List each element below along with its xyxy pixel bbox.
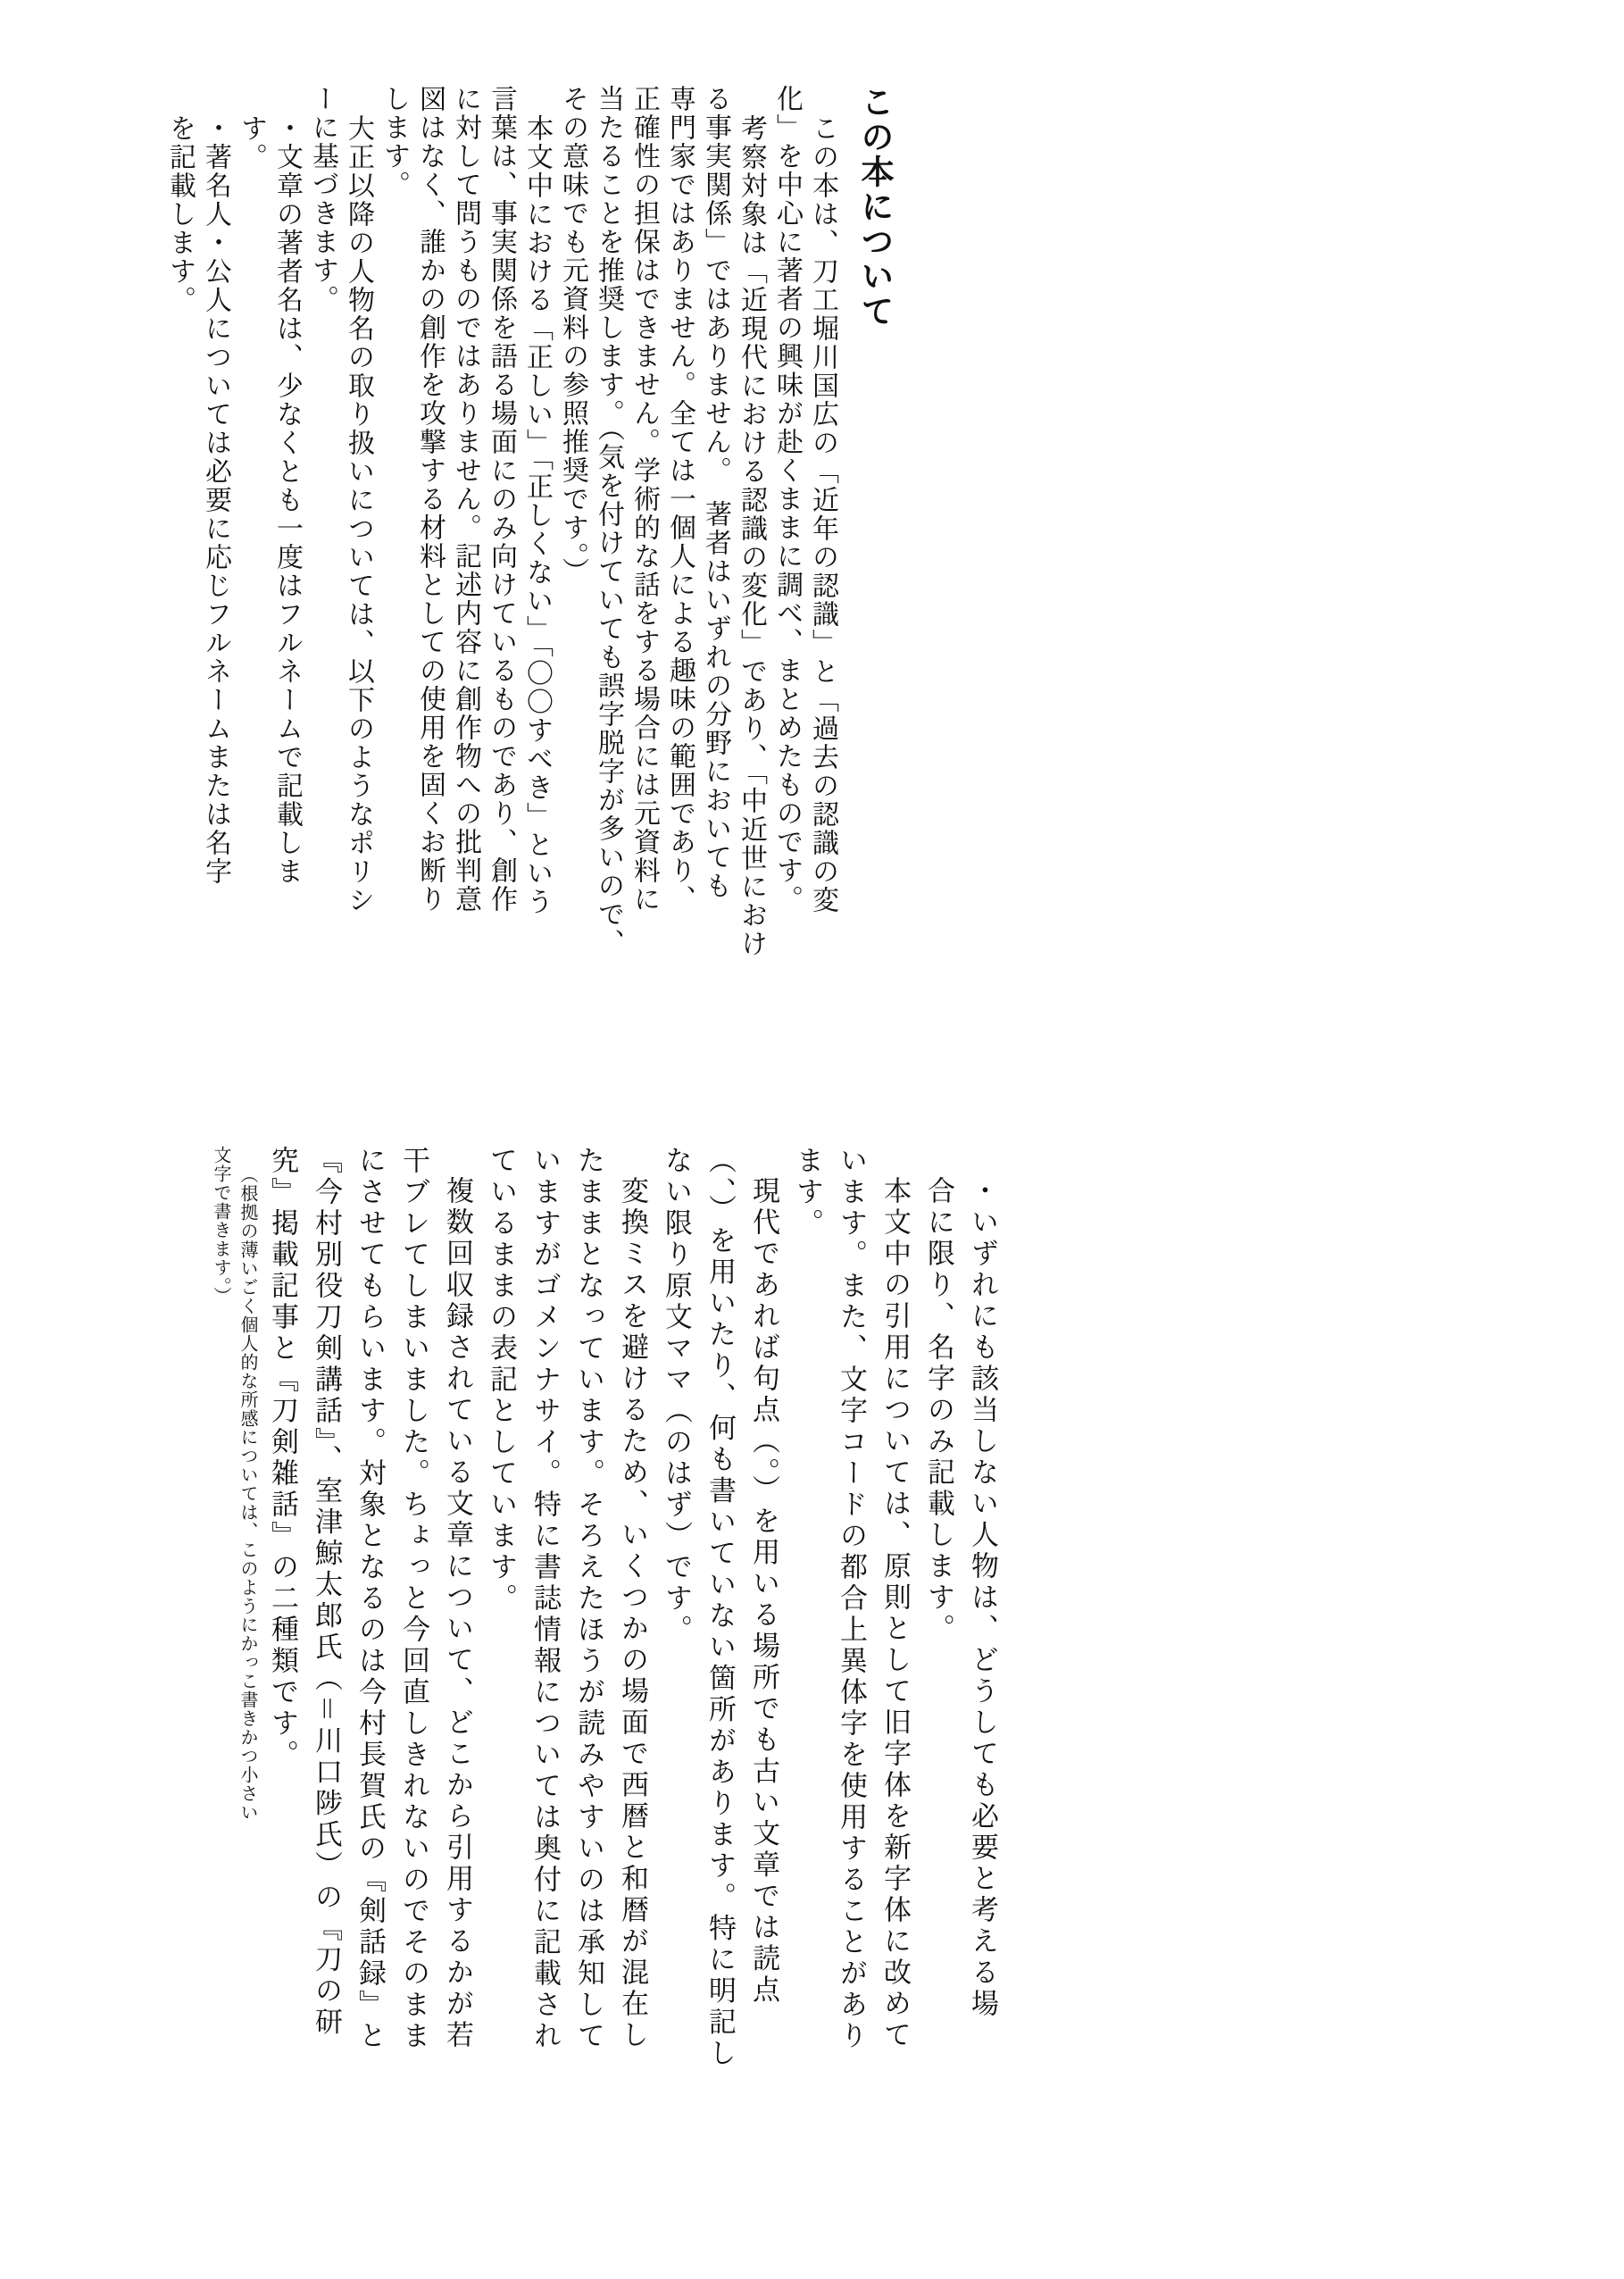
- text-line: たままとなっています。そろえたほうが読みやすいのは承知して: [573, 1146, 604, 2052]
- text-line: 当たることを推奨します。（気を付けていても誤字脱字が多いので、: [594, 85, 623, 957]
- text-line: に対して問うものではありません。記述内容に創作物への批判意: [451, 85, 480, 914]
- text-line: 専門家ではありません。全ては一個人による趣味の範囲であり、: [665, 85, 695, 914]
- text-line: （、）を用いたり、何も書いていない箇所があります。特に明記し: [704, 1146, 736, 2070]
- text-line: います。また、文字コードの都合上異体字を使用することがあり: [836, 1146, 867, 2052]
- text-line: ーに基づきます。: [308, 85, 337, 313]
- text-line: 変換ミスを避けるため、いくつかの場面で西暦と和暦が混在し: [617, 1176, 648, 2052]
- text-line: 言葉は、事実関係を語る場面にのみ向けているものであり、創作: [487, 85, 516, 914]
- text-line: ・文章の著者名は、少なくとも一度はフルネームで記載しま: [272, 114, 302, 886]
- bottom-text-block: [207, 1146, 1004, 2208]
- text-line: 現代であれば句点（。）を用いる場所でも古い文章では読点: [748, 1176, 779, 2007]
- text-line: （根拠の薄いごく個人的な所感については、このようにかっこ書きかつ小さい: [237, 1165, 257, 1822]
- text-line: します。: [379, 85, 409, 199]
- text-line: にさせてもらいます。対象となるのは今村長賀氏の『剣話録』と: [354, 1146, 386, 2052]
- document-title: この本について: [855, 85, 892, 329]
- text-line: いますがゴメンナサイ。特に書誌情報については奥付に記載され: [529, 1146, 561, 2052]
- text-line: ない限り原文ママ（のはず）です。: [661, 1146, 692, 1646]
- text-line: ・著名人・公人については必要に応じフルネームまたは名字: [201, 114, 230, 886]
- text-line: 究』掲載記事と『刀剣雑話』の二種類です。: [267, 1146, 298, 1771]
- text-line: 大正以降の人物名の取り扱いについては、以下のようなポリシ: [344, 114, 373, 914]
- text-line: を記載します。: [165, 114, 195, 314]
- text-line: す。: [237, 114, 266, 171]
- text-line: 干ブレてしまいました。ちょっと今回直しきれないのでそのまま: [398, 1146, 429, 2052]
- text-line: 化」を中心に著者の興味が赴くままに調べ、まとめたものです。: [772, 85, 802, 914]
- text-line: 図はなく、誰かの創作を攻撃する材料としての使用を固くお断り: [415, 85, 445, 914]
- text-line: 文字で書きます。）: [211, 1146, 230, 1306]
- text-line: ます。: [792, 1146, 823, 1240]
- bottom-text-columns: [207, 1146, 1004, 2208]
- top-text-block: [162, 85, 906, 1049]
- text-line: 考察対象は「近現代における認識の変化」であり、「中近世におけ: [737, 114, 766, 958]
- text-line: 『今村別役刀剣講話』、室津鯨太郎氏（＝川口陟氏）の『刀の研: [311, 1146, 342, 2039]
- text-line: 本文中における「正しい」「正しくない」「〇〇すべき」という: [522, 114, 552, 916]
- text-line: ・いずれにも該当しない人物は、どうしても必要と考える場: [967, 1176, 998, 2021]
- text-line: ているままの表記としています。: [486, 1146, 517, 1615]
- text-line: 本文中の引用については、原則として旧字体を新字体に改めて: [879, 1176, 911, 2052]
- text-line: 複数回収録されている文章について、どこから引用するかが若: [442, 1176, 473, 2052]
- text-line: る事実関係」ではありません。 著者はいずれの分野においても: [701, 85, 730, 900]
- top-text-columns: [162, 85, 840, 1049]
- text-line: 合に限り、名字のみ記載します。: [923, 1176, 954, 1646]
- text-line: 正確性の担保はできません。学術的な話をする場合には元資料に: [629, 85, 659, 914]
- text-line: その意味でも元資料の参照推奨です。）: [558, 85, 587, 586]
- text-line: この本は、刀工堀川国広の「近年の認識」と「過去の認識の変: [808, 114, 837, 914]
